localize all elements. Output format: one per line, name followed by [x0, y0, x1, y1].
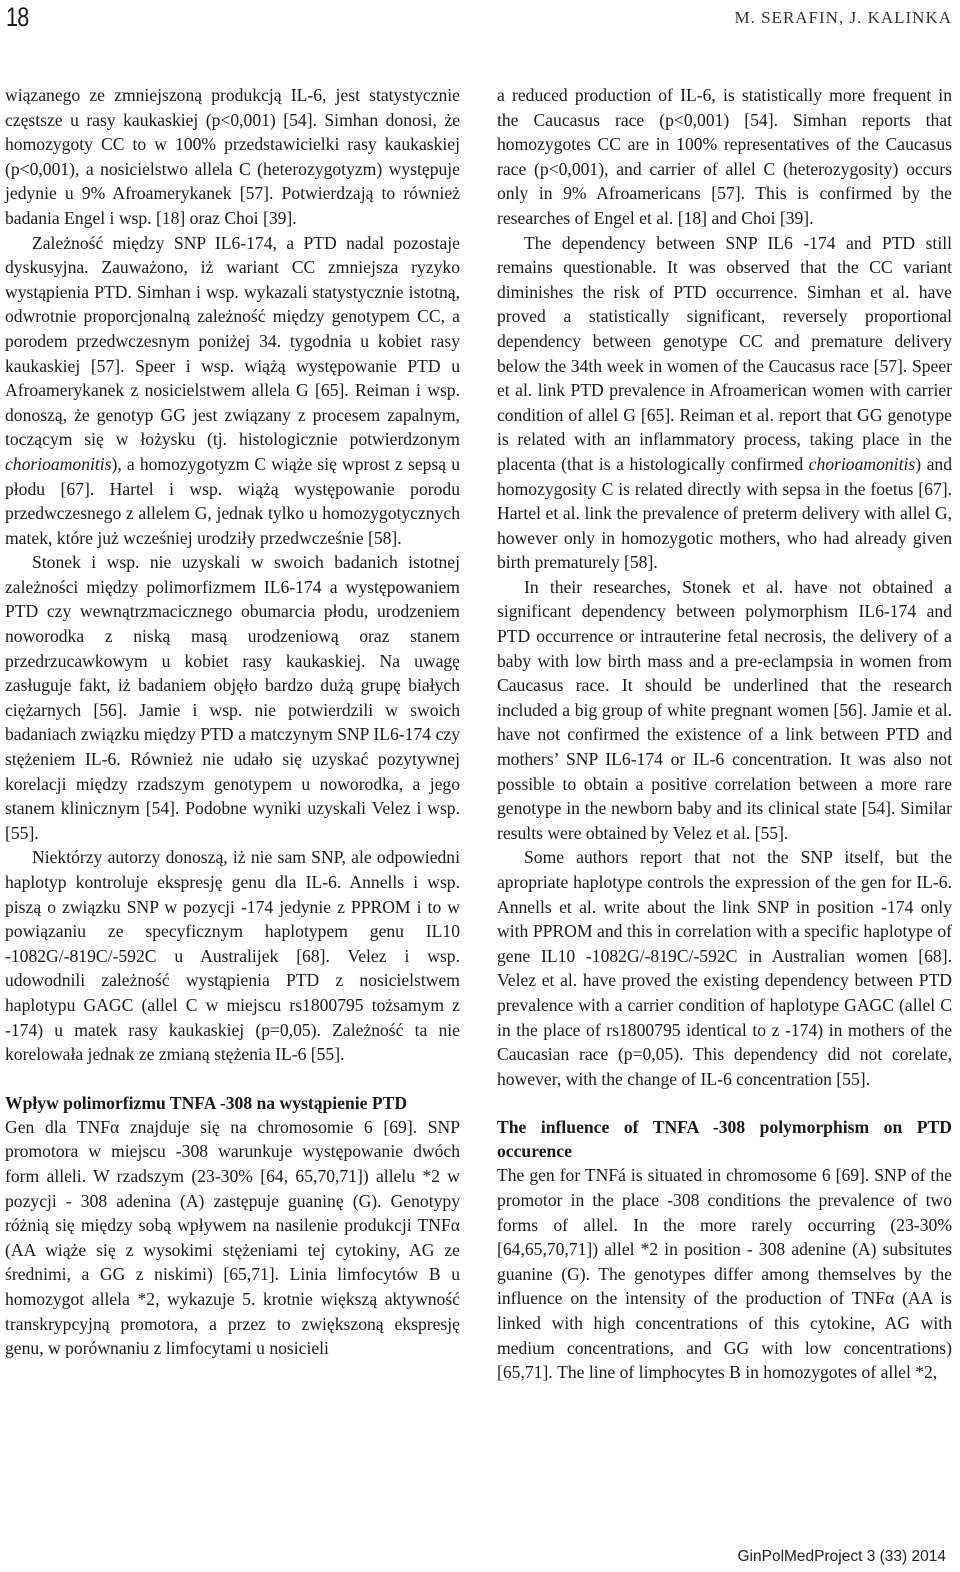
- paragraph: [497, 231, 952, 575]
- section-heading: Wpływ polimorfizmu TNFA -308 na wystąpienie PTD: [5, 1092, 408, 1113]
- polish-text-column: [5, 83, 460, 1361]
- paragraph: Niektórzy autorzy donoszą, iż nie sam SNP, ale odpowiedni haplotyp kontroluje ekspresję genu dla IL-6. Annells i wsp. piszą o związku SNP w pozycji -174 jedynie z PPROM i to w powiązaniu ze specyficznym haplotypem genu IL10 -1082G/-819C/-592C u Australijek [68]. Velez i wsp. udowodnili zależność wystąpienia PTD z nosicielstwem haplotypu GAGC (allel C w miejscu rs1800795 tożsamym z -174) u matek rasy kaukaskiej (p=0,05). Zależność ta nie korelowała jednak ze zmianą stężenia IL-6 [55].: [5, 847, 460, 1065]
- paragraph: The gen for TNFá is situated in chromosome 6 [69]. SNP of the promotor in the place -308 conditions the prevalence of two forms of allel. In the more rarely occurring (23-30% [64,65,70,71]) allel *2 in position - 308 adenine (A) subsitutes guanine (G). The genotypes differ among themselves by the influence on the intensity of the production of TNFα (AA is linked with high concentrations of this cytokine, AG with medium concentrations, and GG with low concentrations) [65,71]. The line of limphocytes B in homozygotes of allel *2,: [497, 1165, 952, 1383]
- paragraph: a reduced production of IL-6, is statistically more frequent in the Caucasus race (p<0,001) [54]. Simhan reports that homozygotes CC are in 100% representatives of the Caucasus race (p<0,001), and carrier of allel C (heterozygosity) occurs only in 9% Afroamericans [57]. This is confirmed by the researches of Engel et al. [18] and Choi [39].: [497, 85, 952, 228]
- italic-term: chorioamonitis: [5, 453, 112, 474]
- page-number: 18: [6, 2, 29, 32]
- paragraph: [5, 231, 460, 551]
- paragraph: In their researches, Stonek et al. have not obtained a significant dependency between polymorphism IL6-174 and PTD occurrence or intrauterine fetal necrosis, the delivery of a baby with low birth mass and a pre-eclampsia in women from Caucasus race. It should be underlined that the research included a big group of white pregnant women [56]. Jamie et al. have not confirmed the existence of a link between PTD and mothers’ SNP IL6-174 or IL-6 concentration. It was also not possible to obtain a positive correlation between a more rare genotype in the newborn baby and its clinical state [54]. Similar results were obtained by Velez et al. [55].: [497, 576, 952, 843]
- paragraph-text: ), a homozygotyzm C wiąże się wprost z sepsą u płodu [67]. Hartel i wsp. wiążą występowanie porodu przedwczesnego z allelem G, jednak tylko u homozygotycznych matek, które już wcześniej urodziły przedwcześnie [58].: [5, 453, 460, 548]
- paragraph-text: Zależność między SNP IL6-174, a PTD nadal pozostaje dyskusyjna. Zauważono, iż wariant CC zmniejsza ryzyko wystąpienia PTD. Simhan i wsp. wykazali statystycznie istotną, odwrotnie proporcjonalną zależność między genotypem CC, a porodem przedwczesnym poniżej 34. tygodnia u kobiet rasy kaukaskiej [57]. Speer i wsp. wiążą występowanie PTD u Afroamerykanek z nosicielstwem allela G [65]. Reiman i wsp. donoszą, że genotyp GG jest związany z procesem zapalnym, toczącym się w łożysku (tj. histologicznie potwierdzonym: [5, 232, 460, 450]
- section-heading: The influence of TNFA -308 polymorphism on PTD occurence: [497, 1117, 952, 1162]
- paragraph-text: The dependency between SNP IL6 -174 and PTD still remains questionable. It was observed that the CC variant diminishes the risk of PTD occurrence. Simhan et al. have proved a statistically significant, reversely proportional dependency between genotype CC and premature delivery below the 34th week in women of the Caucasus race [57]. Speer et al. link PTD prevalence in Afroamerican women with carrier condition of allel G [65]. Reiman et al. report that GG genotype is related with an inflammatory process, taking place in the placenta (that is a histologically confirmed: [497, 232, 952, 474]
- paragraph: Stonek i wsp. nie uzyskali w swoich badanich istotnej zależności między polimorfizmem IL6-174 a występowaniem PTD czy wewnątrzmacicznego obumarcia płodu, urodzeniem noworodka z niską masą urodzeniową oraz stanem przedrzucawkowym u kobiet rasy kaukaskiej. Na uwagę zasługuje fakt, iż badaniem objęło bardzo dużą grupę białych ciężarnych [56]. Jamie i wsp. nie potwierdzili w swoich badaniach związku między PTD a matczynym SNP IL6-174 czy stężeniem IL-6. Również nie udało się uzyskać pozytywnej korelacji między rzadszym genotypem u noworodka, a jego stanem klinicznym [54]. Podobne wyniki uzyskali Velez i wsp. [55].: [5, 552, 460, 843]
- paragraph: Some authors report that not the SNP itself, but the apropriate haplotype controls the expression of the gen for IL-6. Annells et al. write about the link SNP in position -174 only with PPROM and this in correlation with a specific haplotype of gene IL10 -1082G/-819C/-592C in Australian women [68]. Velez et al. have proved the existing dependency between PTD prevalence with a carrier condition of haplotype GAGC (allel C in the place of rs1800795 identical to z -174) in mothers of the Caucasian race (p=0,05). This dependency did not corelate, however, with the change of IL-6 concentration [55].: [497, 847, 952, 1089]
- english-text-column: [497, 83, 952, 1385]
- paragraph: Gen dla TNFα znajduje się na chromosomie 6 [69]. SNP promotora w miejscu -308 warunkuje występowanie dwóch form alleli. W rzadszym (23-30% [64, 65,70,71]) allelu *2 w pozycji - 308 adenina (A) zastępuje guaninę (G). Genotypy różnią się między sobą wpływem na nasilenie produkcji TNFα (AA wiąże się z wysokimi stężeniami tej cytokiny, AG ze średnimi, a GG z niskimi) [65,71]. Linia limfocytów B u homozygot allela *2, wykazuje 5. krotnie większą aktywność transkrypcyjną promotora, a przez to zwiększoną ekspresję genu, w porównaniu z limfocytami u nosicieli: [5, 1116, 460, 1359]
- italic-term: chorioamonitis: [808, 453, 916, 474]
- running-head: M. SERAFIN, J. KALINKA: [734, 8, 952, 27]
- paragraph: wiązanego ze zmniejszoną produkcją IL-6, jest statystycznie częstsze u rasy kaukaskiej (p<0,001) [54]. Simhan donosi, że homozygoty CC to w 100% przedstawicielki rasy kaukaskiej (p<0,001), a nosicielstwo allela C (heterozygotyzm) występuje jedynie u 9% Afroamerykanek [57]. Potwierdzają to również badania Engel i wsp. [18] oraz Choi [39].: [5, 85, 460, 228]
- journal-footer: GinPolMedProject 3 (33) 2014: [737, 1548, 946, 1565]
- paragraph-text: ) and homozygosity C is related directly with sepsa in the foetus [67]. Hartel et al. link the prevalence of preterm delivery with allel G, however only in homozygotic mothers, who had already given birth prematurely [58].: [497, 453, 952, 573]
